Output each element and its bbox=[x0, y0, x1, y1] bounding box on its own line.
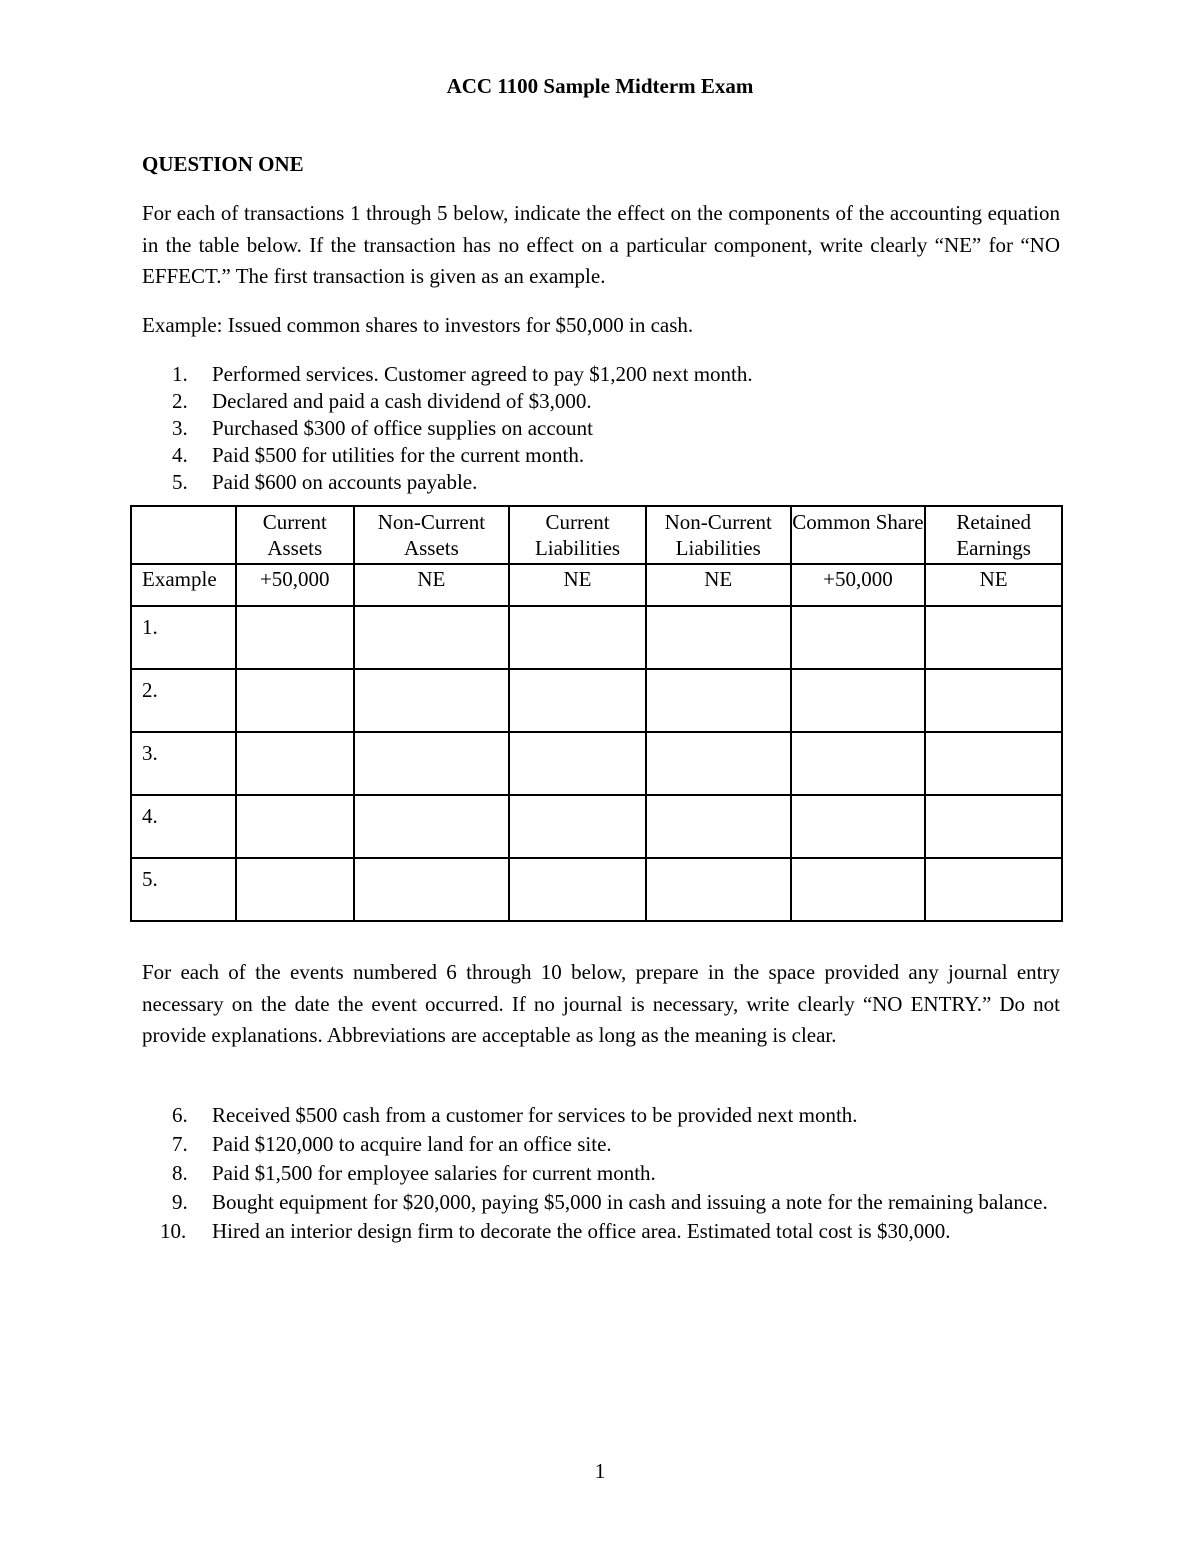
transaction-list bbox=[142, 361, 1060, 496]
table-row-example bbox=[131, 564, 1062, 606]
answer-cell[interactable] bbox=[925, 732, 1062, 795]
list-item-number: 8. bbox=[172, 1161, 188, 1185]
answer-cell[interactable] bbox=[354, 606, 510, 669]
answer-cell[interactable] bbox=[925, 669, 1062, 732]
answer-cell[interactable] bbox=[791, 732, 926, 795]
answer-cell[interactable] bbox=[791, 669, 926, 732]
list-item-text: Purchased $300 of office supplies on account bbox=[212, 416, 594, 440]
list-item bbox=[142, 361, 1060, 388]
answer-cell[interactable] bbox=[236, 732, 354, 795]
answer-cell[interactable] bbox=[646, 732, 791, 795]
list-item bbox=[142, 1188, 1060, 1217]
list-item-number: 7. bbox=[172, 1132, 188, 1156]
list-item bbox=[142, 1130, 1060, 1159]
answer-cell[interactable] bbox=[509, 732, 646, 795]
answer-cell[interactable] bbox=[236, 795, 354, 858]
list-item-text: Paid $120,000 to acquire land for an office site. bbox=[212, 1132, 612, 1156]
answer-cell[interactable] bbox=[354, 669, 510, 732]
answer-cell[interactable] bbox=[509, 669, 646, 732]
list-item-text: Hired an interior design firm to decorate the office area. Estimated total cost is $30,000. bbox=[212, 1219, 951, 1243]
list-item-text: Paid $500 for utilities for the current month. bbox=[212, 443, 585, 467]
journal-instructions: For each of the events numbered 6 through 10 below, prepare in the space provided any journal entry necessary on the date the event occurred. If no journal is necessary, write clearly “NO ENTRY.” Do not provide explanations. Abbreviations are acceptable as long as the meaning is clear. bbox=[142, 960, 1060, 1047]
table-cell: +50,000 bbox=[791, 564, 926, 606]
row-label: 4. bbox=[131, 795, 236, 858]
table-row bbox=[131, 858, 1062, 921]
header-non-current-liabilities: Non-Current Liabilities bbox=[646, 506, 791, 564]
list-item-number: 5. bbox=[172, 470, 188, 494]
header-retained-earnings: Retained Earnings bbox=[925, 506, 1062, 564]
list-item bbox=[142, 388, 1060, 415]
list-item-text: Bought equipment for $20,000, paying $5,000 in cash and issuing a note for the remaining balance. bbox=[212, 1190, 1048, 1214]
list-item-number: 9. bbox=[172, 1190, 188, 1214]
list-item-number: 4. bbox=[172, 443, 188, 467]
header-common-share: Common Share bbox=[791, 506, 926, 564]
answer-cell[interactable] bbox=[509, 858, 646, 921]
list-item-text: Paid $1,500 for employee salaries for current month. bbox=[212, 1161, 656, 1185]
list-item bbox=[142, 415, 1060, 442]
list-item bbox=[142, 442, 1060, 469]
document-title: ACC 1100 Sample Midterm Exam bbox=[446, 74, 754, 98]
table-cell: NE bbox=[925, 564, 1062, 606]
answer-cell[interactable] bbox=[925, 606, 1062, 669]
answer-cell[interactable] bbox=[509, 795, 646, 858]
page-number: 1 bbox=[594, 1459, 606, 1483]
answer-cell[interactable] bbox=[646, 669, 791, 732]
header-non-current-assets: Non-Current Assets bbox=[354, 506, 510, 564]
list-item bbox=[142, 1159, 1060, 1188]
table-cell: NE bbox=[354, 564, 510, 606]
table-cell: +50,000 bbox=[236, 564, 354, 606]
list-item-text: Paid $600 on accounts payable. bbox=[212, 470, 478, 494]
table-cell: NE bbox=[509, 564, 646, 606]
list-item-text: Performed services. Customer agreed to pay $1,200 next month. bbox=[212, 362, 753, 386]
list-item-number: 10. bbox=[160, 1219, 187, 1243]
list-item-number: 1. bbox=[172, 362, 188, 386]
answer-cell[interactable] bbox=[354, 858, 510, 921]
list-item-text: Received $500 cash from a customer for services to be provided next month. bbox=[212, 1103, 858, 1127]
answer-cell[interactable] bbox=[646, 858, 791, 921]
answer-cell[interactable] bbox=[236, 858, 354, 921]
row-label: 1. bbox=[131, 606, 236, 669]
answer-cell[interactable] bbox=[354, 795, 510, 858]
row-label: 3. bbox=[131, 732, 236, 795]
answer-cell[interactable] bbox=[646, 606, 791, 669]
table-header-row bbox=[131, 506, 1062, 564]
list-item bbox=[142, 1217, 1060, 1246]
event-list bbox=[142, 1101, 1060, 1246]
row-label: 2. bbox=[131, 669, 236, 732]
answer-cell[interactable] bbox=[791, 606, 926, 669]
table-row bbox=[131, 795, 1062, 858]
table-row bbox=[131, 606, 1062, 669]
answer-cell[interactable] bbox=[509, 606, 646, 669]
answer-cell[interactable] bbox=[925, 795, 1062, 858]
list-item-text: Declared and paid a cash dividend of $3,000. bbox=[212, 389, 592, 413]
list-item-number: 3. bbox=[172, 416, 188, 440]
table-cell: NE bbox=[646, 564, 791, 606]
example-statement: Example: Issued common shares to investors for $50,000 in cash. bbox=[142, 313, 694, 337]
accounting-equation-table bbox=[130, 505, 1063, 922]
answer-cell[interactable] bbox=[236, 606, 354, 669]
table-row bbox=[131, 669, 1062, 732]
answer-cell[interactable] bbox=[791, 858, 926, 921]
row-label: 5. bbox=[131, 858, 236, 921]
question-heading: QUESTION ONE bbox=[142, 152, 304, 176]
header-cell-blank bbox=[131, 506, 236, 564]
list-item bbox=[142, 469, 1060, 496]
list-item bbox=[142, 1101, 1060, 1130]
answer-cell[interactable] bbox=[354, 732, 510, 795]
list-item-number: 2. bbox=[172, 389, 188, 413]
header-current-liabilities: Current Liabilities bbox=[509, 506, 646, 564]
row-label: Example bbox=[131, 564, 236, 606]
answer-cell[interactable] bbox=[925, 858, 1062, 921]
question-instructions: For each of transactions 1 through 5 below, indicate the effect on the components of the accounting equation in the table below. If the transaction has no effect on a particular component, write clearly “NE” for “NO EFFECT.” The first transaction is given as an example. bbox=[142, 201, 1060, 288]
answer-cell[interactable] bbox=[791, 795, 926, 858]
answer-cell[interactable] bbox=[646, 795, 791, 858]
answer-cell[interactable] bbox=[236, 669, 354, 732]
header-current-assets: Current Assets bbox=[236, 506, 354, 564]
table-row bbox=[131, 732, 1062, 795]
list-item-number: 6. bbox=[172, 1103, 188, 1127]
